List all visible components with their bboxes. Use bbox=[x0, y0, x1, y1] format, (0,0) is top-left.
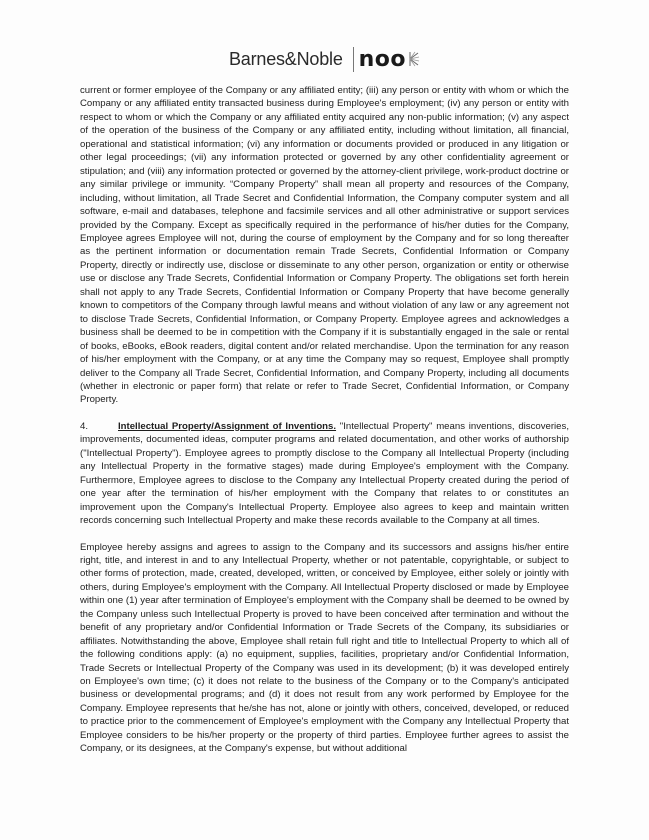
section-heading: Intellectual Property/Assignment of Inventions. bbox=[118, 420, 337, 432]
section-4-text: "Intellectual Property" means inventions, discoveries, improvements, documented ideas, computer programs and related documentation, and other works of authorship ("Intellectual Property"). Employee agrees to promptly disclose to the Company all Intellectual Property (including any Intellectual Property in the formative stages) made during Employee's employment with the Company. Furthermore, Employee agrees to disclose to the Company any Intellectual Property created during the period of one year after the termination of his/her employment with the Company that relates to or constitutes an improvement upon the Company's Intellectual Property. Employee also agrees to keep and maintain written records concerning such Intellectual Property and make these records available to the Company at all times. bbox=[80, 420, 569, 527]
brand-name: Barnes&Noble bbox=[228, 48, 343, 69]
paragraph-confidential-information: current or former employee of the Company or any affiliated entity; (iii) any person or entity with whom or which the Company or any affiliated entity transacted business during Employee's employment; (iv) any person or entity with respect to whom or which the Company or any affiliated entity acquired any non-public information; (v) any aspect of the operation of the business of the Company or any affiliated entity, including without limitation, all financial, operational and statistical information; (vi) any information or documents provided or produced in any litigation or other legal proceedings; (vii) any information protected or governed by any other confidentiality agreement or stipulation; and (viii) any information protected or governed by the attorney-client privilege, work-product doctrine or any similar privilege or immunity. “Company Property” shall mean all property and resources of the Company, including, without limitation, all Trade Secret and Confidential Information, the Company computer system and all software, e-mail and databases, telephone and facsimile services and all other administrative or support services provided by the Company. Except as specifically required in the performance of his/her duties for the Company, Employee agrees Employee will not, during the course of employment by the Company and for so long thereafter as the pertinent information or documentation remain Trade Secrets, Confidential Information or Company Property, directly or indirectly use, disclose or disseminate to any other person, organization or entity or otherwise use or disclose any Trade Secrets, Confidential Information or Company Property. The obligations set forth herein shall not apply to any Trade Secrets, Confidential Information or Company Property that have become generally known to competitors of the Company through lawful means and without violation of any law or any agreement not to disclose Trade Secrets, Confidential Information, or Company Property. Employee agrees and acknowledges a business shall be deemed to be in competition with the Company if it is substantially engaged in the sale or rental of books, eBooks, eBook readers, digital content and/or related merchandise. Upon the termination for any reason of his/her employment with the Company, or at any time the Company may so request, Employee shall promptly deliver to the Company all Trade Secret, Confidential Information, and Company Property, including all documents (whether in electronic or paper form) that relate or refer to Trade Secret, Confidential Information, or Company Property. bbox=[80, 85, 569, 406]
nook-k-icon bbox=[408, 51, 420, 67]
section-number: 4. bbox=[80, 420, 89, 432]
agreement-body bbox=[80, 84, 569, 756]
paragraph-assignment: Employee hereby assigns and agrees to assign to the Company and its successors and assigns his/her entire right, title, and interest in and to any Intellectual Property, whether or not patentable, copyrightable, or subject to other forms of protection, made, created, developed, written, or conceived by Employee, either solely or jointly with others, during Employee's employment with the Company. All Intellectual Property disclosed or made by Employee within one (1) year after termination of Employee's employment with the Company shall be deemed to be owned by the Company unless such Intellectual Property is proved to have been conceived after termination and without the benefit of any proprietary and/or Confidential Information or Trade Secrets of the Company, its subsidiaries or affiliates. Notwithstanding the above, Employee shall retain full right and title to Intellectual Property to which all of the following conditions apply: (a) no equipment, supplies, facilities, proprietary and/or Confidential Information, Trade Secrets or Intellectual Property of the Company was used in its development; (b) it was developed entirely on Employee's own time; (c) it does not relate to the business of the Company or to the Company's anticipated business or developmental programs; and (d) it does not result from any work performed by Employee for the Company. Employee represents that he/she has not, alone or jointly with others, conceived, developed, or reduced to practice prior to the commencement of Employee's employment with the Company any Intellectual Property that Employee considers to be his/her property or the property of third parties. Employee further agrees to assist the Company, or its designees, at the Company's expense, but without additional bbox=[80, 541, 569, 755]
logo-divider bbox=[353, 47, 354, 72]
nook-wordmark: noo bbox=[358, 46, 407, 72]
section-4-paragraph bbox=[80, 420, 569, 528]
brand-logo bbox=[0, 44, 649, 74]
